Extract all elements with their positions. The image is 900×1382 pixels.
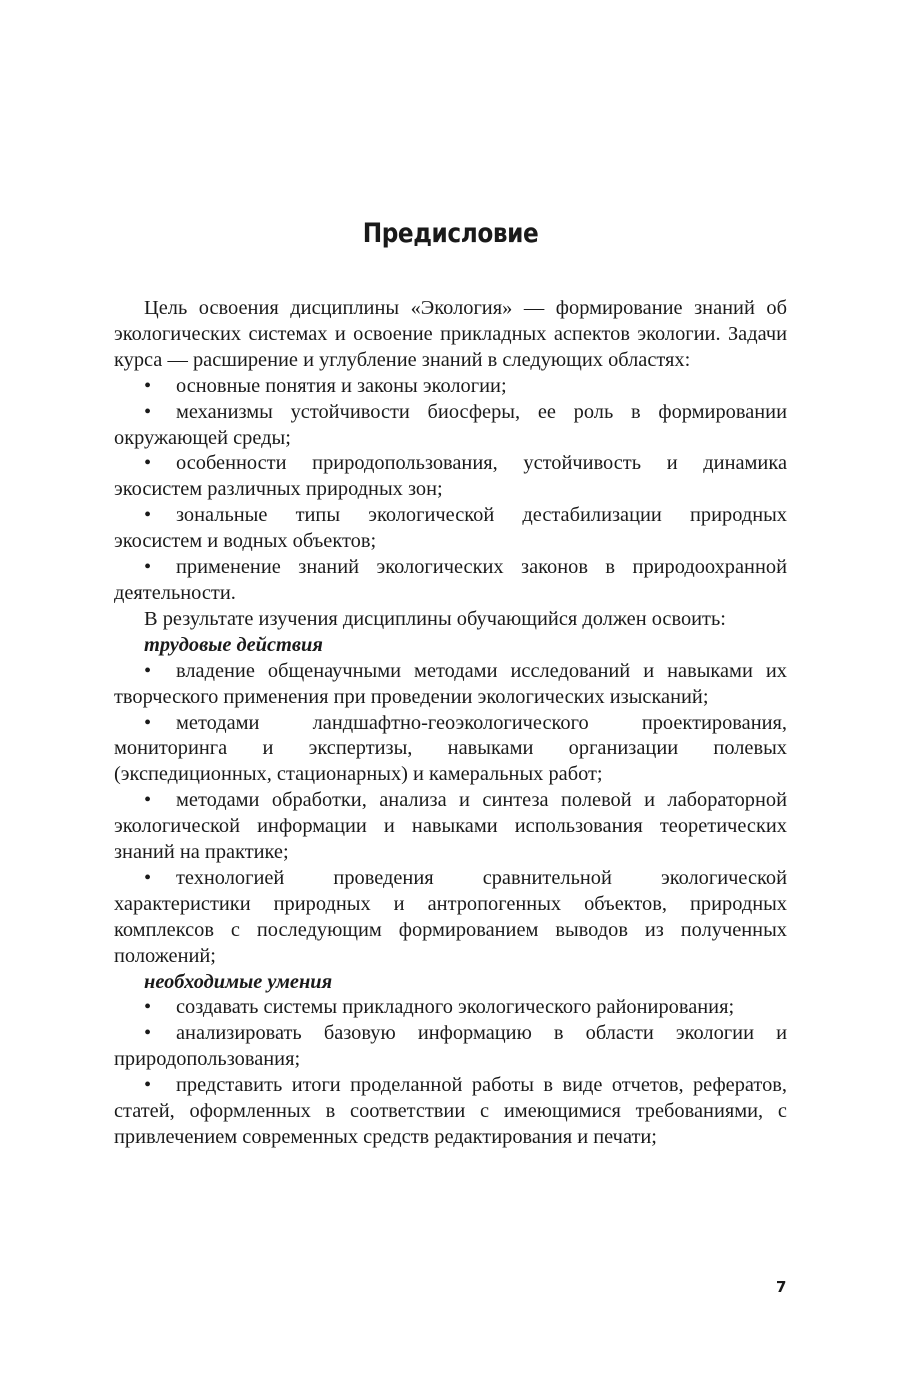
bullet-symbol: •	[144, 556, 152, 579]
bullet-symbol: •	[144, 504, 152, 527]
task-bullet	[114, 555, 787, 607]
bullet-text: создавать системы прикладного экологического районирования;	[176, 996, 735, 1019]
intro-paragraph: Цель освоения дисциплины «Экология» — формирование знаний об экологических системах и освоение прикладных аспектов экологии. Задачи курса — расширение и углубление знаний в следующих областях:	[114, 297, 787, 371]
bullet-text: механизмы устойчивости биосферы, ее роль в формировании окружающей среды;	[114, 400, 787, 449]
bullet-symbol: •	[144, 866, 152, 889]
skills-bullet	[114, 1073, 787, 1151]
result-intro: В результате изучения дисциплины обучающийся должен освоить:	[144, 607, 726, 630]
bullet-text: представить итоги проделанной работы в виде отчетов, рефератов, статей, оформленных в соответствии с имеющимися требованиями, с привлечением современных средств редактирования и печати;	[114, 1074, 787, 1148]
page-number: 7	[776, 1278, 787, 1296]
bullet-symbol: •	[144, 789, 152, 812]
preface-body	[114, 296, 787, 1151]
task-bullet	[114, 400, 787, 452]
bullet-text: владение общенаучными методами исследований и навыками их творческого применения при проведении экологических изысканий;	[114, 659, 787, 708]
skills-heading: необходимые умения	[144, 970, 333, 993]
task-bullet	[114, 451, 787, 503]
bullet-text: технологией проведения сравнительной экологической характеристики природных и антропогенных объектов, природных комплексов с последующим формированием выводов из полученных положений;	[114, 866, 787, 967]
skills-bullet	[114, 995, 787, 1021]
labor-heading: трудовые действия	[144, 633, 323, 656]
labor-bullet	[114, 788, 787, 866]
task-bullet	[114, 374, 787, 400]
bullet-text: особенности природопользования, устойчивость и динамика экосистем различных природных зон;	[114, 452, 787, 501]
task-bullet	[114, 503, 787, 555]
labor-bullet	[114, 866, 787, 970]
labor-bullet	[114, 659, 787, 711]
bullet-text: основные понятия и законы экологии;	[176, 374, 507, 397]
bullet-symbol: •	[144, 659, 152, 682]
page-title: Предисловие	[362, 218, 539, 249]
bullet-text: применение знаний экологических законов в природоохранной деятельности.	[114, 556, 787, 604]
bullet-text: методами обработки, анализа и синтеза полевой и лабораторной экологической информации и навыками использования теоретических знаний на практике;	[114, 789, 787, 864]
skills-bullet	[114, 1021, 787, 1073]
bullet-symbol: •	[144, 996, 152, 1019]
bullet-text: методами ландшафтно-геоэкологического проектирования, мониторинга и экспертизы, навыками организации полевых (экспедиционных, стационарных) и камеральных работ;	[114, 711, 787, 786]
labor-bullet	[114, 711, 787, 789]
bullet-symbol: •	[144, 1022, 152, 1045]
bullet-text: анализировать базовую информацию в области экологии и природопользования;	[114, 1022, 787, 1071]
bullet-symbol: •	[144, 452, 152, 475]
bullet-text: зональные типы экологической дестабилизации природных экосистем и водных объектов;	[114, 504, 787, 553]
bullet-symbol: •	[144, 1074, 152, 1097]
bullet-symbol: •	[144, 374, 152, 397]
bullet-symbol: •	[144, 400, 152, 423]
bullet-symbol: •	[144, 711, 152, 734]
